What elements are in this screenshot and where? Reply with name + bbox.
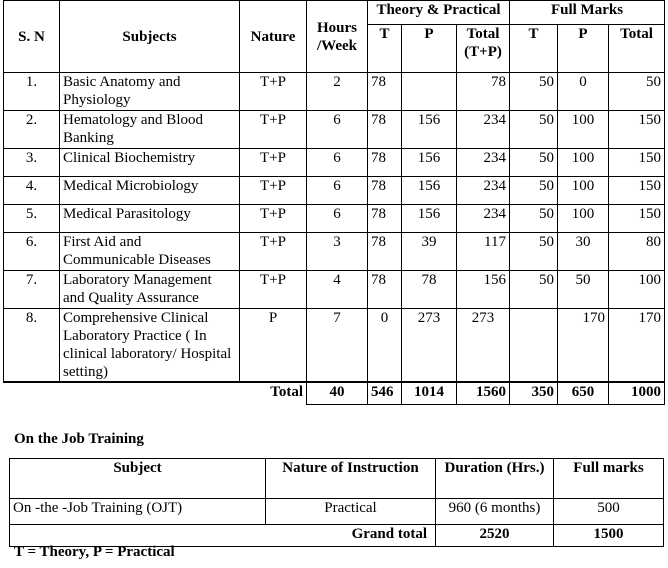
row-hours: 4 [307,271,368,309]
row-fm-p: 50 [558,271,609,309]
row-fm-t: 50 [510,233,558,271]
row-fm-t: 50 [510,73,558,111]
row-nature: T+P [240,233,307,271]
grand-total-label: Grand total [10,525,436,547]
row-nature: P [240,309,307,383]
row-fm-t: 50 [510,111,558,149]
table-row [4,271,665,309]
row-p: 156 [402,205,457,233]
ojt-table [9,458,664,547]
row-t: 78 [368,111,402,149]
row-p: 156 [402,111,457,149]
totals-p: 1014 [402,382,457,404]
row-total: 117 [457,233,510,271]
row-total: 234 [457,111,510,149]
row-sn: 3. [4,149,60,177]
header-fm-t: T [510,25,558,73]
row-subject: Basic Anatomy and Physiology [60,73,240,111]
row-subject: First Aid and Communicable Diseases [60,233,240,271]
ojt-header-full-marks: Full marks [554,459,664,499]
row-subject: Medical Microbiology [60,177,240,205]
row-nature: T+P [240,149,307,177]
row-hours: 6 [307,205,368,233]
header-subjects: Subjects [60,1,240,73]
row-sn: 2. [4,111,60,149]
row-subject: Comprehensive Clinical Laboratory Practice ( In clinical laboratory/ Hospital setting) [60,309,240,383]
grand-total-full-marks: 1500 [554,525,664,547]
row-sn: 4. [4,177,60,205]
row-fm-total: 80 [609,233,665,271]
totals-row [4,382,665,404]
row-fm-t: 50 [510,271,558,309]
totals-hours: 40 [307,382,368,404]
header-theory-practical-label: Theory & Practical [376,2,501,18]
row-subject: Clinical Biochemistry [60,149,240,177]
totals-fm-p: 650 [558,382,609,404]
row-nature: T+P [240,177,307,205]
header-fm-total: Total [609,25,665,73]
totals-label: Total [4,382,307,404]
row-nature: T+P [240,271,307,309]
row-t: 78 [368,233,402,271]
row-fm-p: 100 [558,177,609,205]
row-nature: T+P [240,73,307,111]
row-fm-p: 0 [558,73,609,111]
table-row [4,309,665,383]
row-hours: 3 [307,233,368,271]
header-nature: Nature [240,1,307,73]
ojt-title: On the Job Training [14,431,144,447]
table-row [4,177,665,205]
row-fm-total: 150 [609,205,665,233]
row-fm-t: 50 [510,149,558,177]
ojt-row [10,499,664,525]
row-fm-total: 100 [609,271,665,309]
grand-total-duration: 2520 [436,525,554,547]
row-total: 234 [457,177,510,205]
row-hours: 6 [307,177,368,205]
row-hours: 7 [307,309,368,383]
row-p: 156 [402,177,457,205]
row-fm-p: 100 [558,149,609,177]
table-row [4,205,665,233]
curriculum-table [3,0,665,405]
row-p: 39 [402,233,457,271]
table-row [4,111,665,149]
ojt-header-nature: Nature of Instruction [266,459,436,499]
row-p: 78 [402,271,457,309]
ojt-header-duration: Duration (Hrs.) [436,459,554,499]
header-t: T [368,25,402,73]
row-hours: 2 [307,73,368,111]
row-total: 234 [457,205,510,233]
row-subject: Medical Parasitology [60,205,240,233]
row-t: 78 [368,177,402,205]
ojt-nature: Practical [266,499,436,525]
row-subject: Laboratory Management and Quality Assurance [60,271,240,309]
row-sn: 1. [4,73,60,111]
row-t: 78 [368,73,402,111]
row-nature: T+P [240,111,307,149]
header-total-tp: Total (T+P) [457,25,510,73]
totals-t: 546 [368,382,402,404]
row-t: 0 [368,309,402,383]
table-row [4,73,665,111]
row-fm-t: 50 [510,177,558,205]
table-row [4,233,665,271]
row-t: 78 [368,205,402,233]
row-fm-total: 150 [609,177,665,205]
row-total: 234 [457,149,510,177]
row-sn: 8. [4,309,60,383]
header-theory-practical [368,1,510,25]
legend: T = Theory, P = Practical [14,544,175,560]
totals-fm-total: 1000 [609,382,665,404]
row-fm-t [510,309,558,383]
row-total: 156 [457,271,510,309]
ojt-subject: On -the -Job Training (OJT) [10,499,266,525]
header-fm-p: P [558,25,609,73]
row-fm-total: 170 [609,309,665,383]
row-t: 78 [368,149,402,177]
row-p: 156 [402,149,457,177]
row-hours: 6 [307,111,368,149]
row-fm-p: 30 [558,233,609,271]
header-hours-week: Hours /Week [307,1,368,73]
header-p: P [402,25,457,73]
totals-total: 1560 [457,382,510,404]
row-fm-p: 100 [558,205,609,233]
row-fm-p: 100 [558,111,609,149]
row-nature: T+P [240,205,307,233]
row-total: 273 [457,309,510,383]
row-p: 273 [402,309,457,383]
row-subject: Hematology and Blood Banking [60,111,240,149]
row-hours: 6 [307,149,368,177]
ojt-duration: 960 (6 months) [436,499,554,525]
ojt-header-subject: Subject [10,459,266,499]
row-fm-p: 170 [558,309,609,383]
header-sn: S. N [4,1,60,73]
row-sn: 5. [4,205,60,233]
row-fm-total: 150 [609,111,665,149]
header-full-marks: Full Marks [510,1,665,25]
row-fm-total: 50 [609,73,665,111]
row-total: 78 [457,73,510,111]
table-row [4,149,665,177]
row-fm-t: 50 [510,205,558,233]
row-sn: 7. [4,271,60,309]
totals-fm-t: 350 [510,382,558,404]
ojt-full-marks: 500 [554,499,664,525]
row-p [402,73,457,111]
row-t: 78 [368,271,402,309]
row-sn: 6. [4,233,60,271]
row-fm-total: 150 [609,149,665,177]
